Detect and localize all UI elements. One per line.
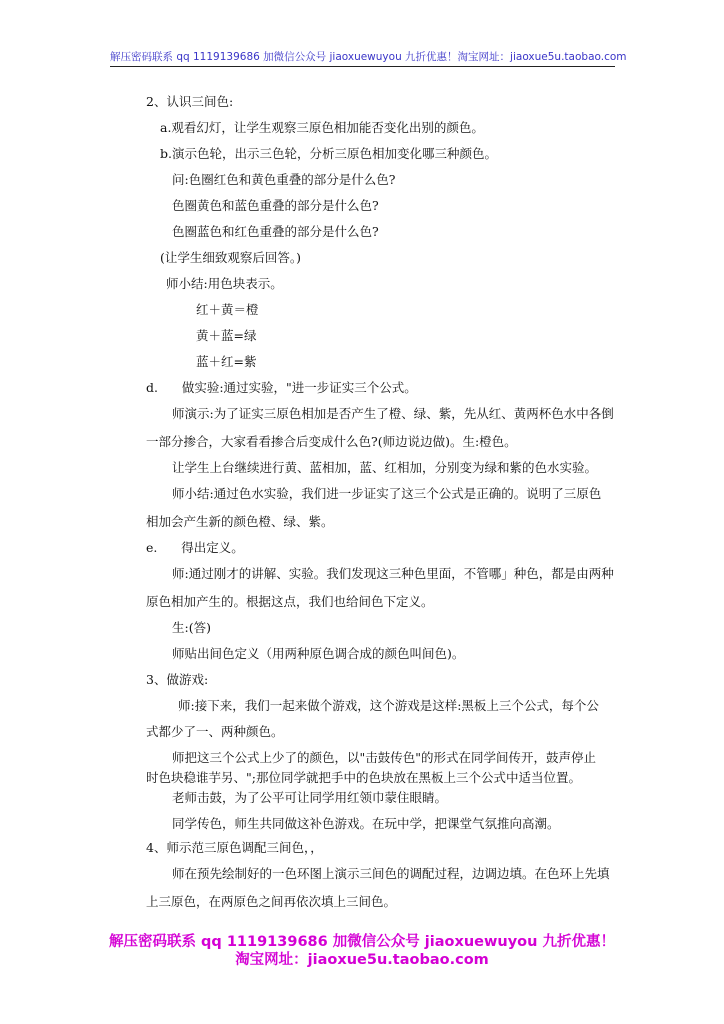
text-line: 3、做游戏: (146, 672, 209, 687)
text-line: 相加会产生新的颜色橙、绿、紫。 (146, 514, 334, 529)
text-line: b.演示色轮，出示三色轮，分析三原色相加变化哪三种颜色。 (160, 146, 497, 161)
text-line: 上三原色，在两原色之间再依次填上三间色。 (146, 894, 397, 909)
text-line: 色圈蓝色和红色重叠的部分是什么色? (172, 224, 379, 239)
text-line: (让学生细致观察后回答。) (160, 250, 302, 265)
text-line: 2、认识三间色: (146, 94, 234, 109)
text-line: 让学生上台继续进行黄、蓝相加，蓝、红相加，分别变为绿和紫的色水实验。 (172, 460, 598, 475)
text-line: 红＋黄＝橙 (196, 302, 259, 317)
text-line: 师:接下来，我们一起来做个游戏，这个游戏是这样:黑板上三个公式，每个公 (178, 698, 599, 713)
text-line: 师小结:用色块表示。 (166, 276, 283, 291)
text-line: 师小结:通过色水实验，我们进一步证实了这三个公式是正确的。说明了三原色 (172, 486, 602, 501)
text-line: 问:色圈红色和黄色重叠的部分是什么色? (172, 172, 396, 187)
text-line: 4、师示范三原色调配三间色，， (146, 840, 323, 855)
text-line: 式都少了一、两种颜色。 (146, 724, 284, 739)
text-line: a.观看幻灯，让学生观察三原色相加能否变化出别的颜色。 (160, 120, 484, 135)
text-line: 师把这三个公式上少了的颜色，以"击鼓传色"的形式在同学间传开，鼓声停止 (172, 750, 597, 765)
text-line: 色圈黄色和蓝色重叠的部分是什么色? (172, 198, 379, 213)
footer-watermark-line1: 解压密码联系 qq 1119139686 加微信公众号 jiaoxuewuyou 九折优惠！ (108, 934, 616, 950)
text-line: 师演示:为了证实三原色相加是否产生了橙、绿、紫，先从红、黄两杯色水中各倒 (172, 406, 614, 421)
text-line: 师贴出间色定义（用两种原色调合成的颜色叫间色)。 (172, 646, 465, 661)
text-line: d. 做实验:通过实验，"进一步证实三个公式。 (146, 380, 417, 395)
text-line: 师在预先绘制好的一色环图上演示三间色的调配过程，边调边填。在色环上先填 (172, 866, 610, 881)
text-line: 一部分掺合，大家看看掺合后变成什么色?(师边说边做)。生:橙色。 (146, 434, 517, 449)
text-line: 师:通过刚才的讲解、实验。我们发现这三种色里面，不管哪」种色，都是由两种 (172, 566, 614, 581)
text-line: 蓝＋红=紫 (196, 354, 257, 369)
text-line: 老师击鼓，为了公平可让同学用红领巾蒙住眼睛。 (172, 790, 448, 805)
text-line: 同学传色，师生共同做这补色游戏。在玩中学，把课堂气氛推向高潮。 (172, 816, 560, 831)
text-line: 时色块稳谁芋另、";那位同学就把手中的色块放在黑板上三个公式中适当位置。 (146, 770, 581, 785)
footer-watermark-line2: 淘宝网址：jiaoxue5u.taobao.com (235, 952, 489, 968)
page-header-watermark: 解压密码联系 qq 1119139686 加微信公众号 jiaoxuewuyou 九折优惠！淘宝网址：jiaoxue5u.taobao.com (110, 50, 615, 67)
text-line: 黄＋蓝=绿 (196, 328, 257, 343)
text-line: 原色相加产生的。根据这点，我们也给间色下定义。 (146, 594, 434, 609)
text-line: 生:(答) (172, 620, 211, 635)
text-line: e. 得出定义。 (146, 540, 244, 555)
